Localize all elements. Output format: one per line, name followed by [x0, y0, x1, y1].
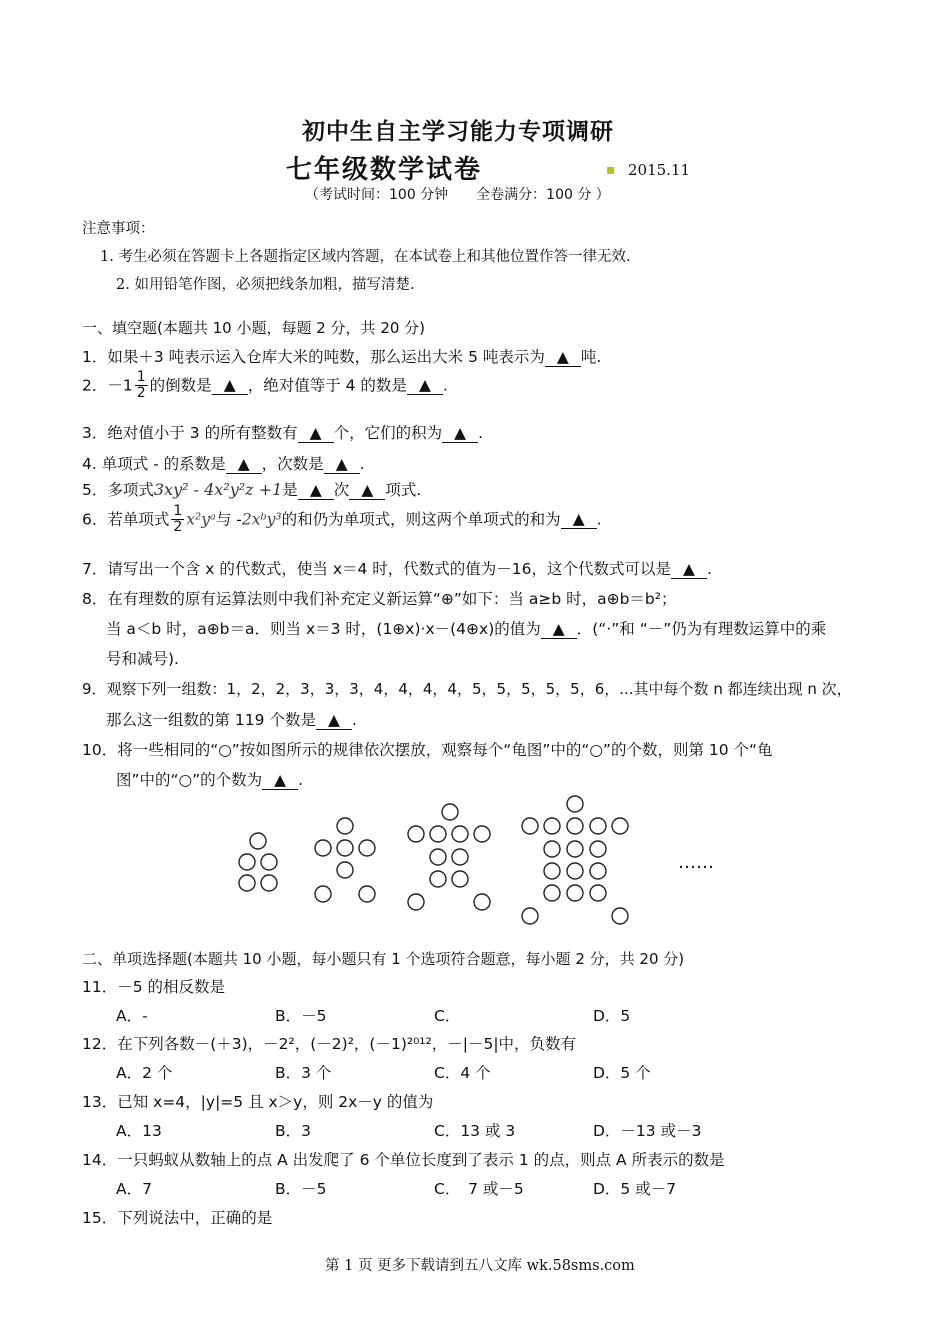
question-11-stem: 11．－5 的相反数是	[82, 978, 226, 996]
q13-option-c[interactable]: C．13 或 3	[434, 1122, 516, 1140]
q6-text-d: .	[596, 510, 602, 529]
q7-text-a: 7．请写出一个含 x 的代数式，使当 x＝4 时，代数式的值为－16，这个代数式可以是	[82, 560, 672, 578]
q6-fraction-den: 2	[173, 519, 183, 536]
turtle-circle	[442, 804, 458, 820]
q2-fraction	[135, 370, 148, 402]
q7-answer-blank[interactable]: ▲	[671, 560, 707, 579]
turtle-circle	[452, 849, 468, 865]
q14-option-a[interactable]: A．7	[116, 1180, 152, 1198]
q3-answer-blank-2[interactable]: ▲	[442, 424, 478, 443]
question-3	[82, 421, 483, 443]
note-item-1: 1. 考生必须在答题卡上各题指定区域内答题，在本试卷上和其他位置作答一律无效.	[100, 249, 631, 265]
turtle-circle	[567, 841, 583, 857]
q9-answer-blank[interactable]: ▲	[316, 711, 352, 730]
turtle-figure-3	[408, 804, 490, 910]
page-footer: 第 1 页 更多下载请到五八文库 wk.58sms.com	[325, 1258, 635, 1274]
q11-option-c[interactable]: C．	[434, 1007, 461, 1025]
q11-option-a[interactable]: A．-	[116, 1007, 148, 1025]
note-item-2: 2. 如用铅笔作图，必须把线条加粗，描写清楚.	[116, 277, 415, 293]
q5-answer-blank-2[interactable]: ▲	[349, 481, 385, 500]
turtle-circle	[544, 863, 560, 879]
q5-text-d: 项式.	[385, 481, 422, 499]
question-10-line-2	[116, 768, 303, 790]
turtle-circle	[337, 818, 353, 834]
q2-text-c: .	[442, 376, 448, 395]
turtle-circle	[408, 894, 424, 910]
turtle-circle	[544, 841, 560, 857]
q3-text-b: 个，它们的积为	[333, 424, 443, 442]
question-1	[82, 345, 601, 367]
turtle-circle	[239, 854, 255, 870]
q7-text-b: .	[707, 560, 712, 578]
turtle-circle	[567, 796, 583, 812]
q2-text-b: ，绝对值等于 4 的数是	[247, 376, 407, 395]
question-7	[82, 557, 712, 579]
q5-text-c: 次	[333, 481, 350, 499]
q6-text-a: 6．若单项式	[82, 510, 170, 529]
q11-option-b[interactable]: B．－5	[275, 1007, 327, 1025]
q2-mixed-whole: －1	[107, 376, 133, 395]
turtle-circle	[452, 826, 468, 842]
turtle-figure-2	[315, 818, 375, 902]
question-12-stem: 12．在下列各数－(＋3)，－2²，(－2)²，(－1)²⁰¹²，－|－5|中，负数有	[82, 1035, 577, 1053]
turtle-circle	[239, 875, 255, 891]
question-6	[82, 504, 602, 536]
turtle-circle	[250, 833, 266, 849]
section2-heading: 二、单项选择题(本题共 10 小题，每小题只有 1 个选项符合题意，每小题 2 分，共 20 分)	[82, 950, 685, 968]
section1-heading: 一、填空题(本题共 10 小题，每题 2 分，共 20 分)	[82, 319, 426, 337]
question-10-line-1: 10．将一些相同的“○”按如图所示的规律依次摆放，观察每个“龟图”中的“○”的个数，则第 10 个“龟	[82, 741, 773, 759]
q13-option-a[interactable]: A．13	[116, 1122, 162, 1140]
turtle-circle	[612, 908, 628, 924]
q2-fraction-num: 1	[136, 369, 146, 385]
turtle-circle	[544, 818, 560, 834]
q8-text-b: ．(“·”和 “－”仍为有理数运算中的乘	[576, 620, 827, 638]
question-13-stem: 13．已知 x=4，|y|=5 且 x＞y，则 2x－y 的值为	[82, 1093, 434, 1111]
question-15-stem: 15．下列说法中，正确的是	[82, 1209, 273, 1227]
turtle-circle	[474, 894, 490, 910]
q6-text-c: 的和仍为单项式，则这两个单项式的和为	[281, 510, 561, 529]
q6-fraction	[171, 504, 184, 536]
turtle-figure-4	[522, 796, 628, 924]
q4-answer-blank-1[interactable]: ▲	[226, 455, 262, 474]
question-2	[82, 370, 448, 402]
q10-answer-blank[interactable]: ▲	[262, 771, 298, 790]
q3-answer-blank-1[interactable]: ▲	[298, 424, 334, 443]
q4-text-a: 4. 单项式 - 的系数是	[82, 455, 226, 473]
turtle-circle	[430, 871, 446, 887]
q4-text-b: ，次数是	[261, 455, 324, 473]
q1-text-b: 吨.	[580, 348, 602, 366]
q13-option-d[interactable]: D．－13 或－3	[593, 1122, 702, 1140]
turtle-circle	[544, 885, 560, 901]
exam-title: 初中生自主学习能力专项调研	[302, 119, 614, 145]
q5-text-a: 5．多项式	[82, 481, 154, 499]
figure-ellipsis: ……	[678, 852, 714, 873]
turtle-figure-1	[239, 833, 277, 891]
q2-number: 2．	[82, 376, 108, 395]
turtle-circle	[522, 818, 538, 834]
q2-fraction-den: 2	[136, 385, 146, 402]
q11-option-d[interactable]: D．5	[593, 1007, 631, 1025]
turtle-circle	[315, 886, 331, 902]
q13-option-b[interactable]: B．3	[275, 1122, 311, 1140]
turtle-pattern-figure	[220, 790, 740, 930]
turtle-circle	[430, 849, 446, 865]
q9-text-a: 那么这一组数的第 119 个数是	[106, 711, 316, 729]
notes-heading: 注意事项：	[82, 221, 155, 237]
q6-term-2: 2xᵇy³	[241, 510, 282, 529]
question-9-line-1: 9．观察下列一组数：1，2，2，3，3，3，4，4，4，4，5，5，5，5，5，6，...其中每个数 n 都连续出现 n 次，	[82, 680, 852, 698]
q5-polynomial: 3xy² - 4x²y²z +1	[153, 480, 283, 499]
q9-text-b: .	[351, 711, 357, 729]
turtle-circle	[474, 826, 490, 842]
q2-answer-blank-2[interactable]: ▲	[407, 376, 443, 395]
exam-info: （考试时间：100 分钟 全卷满分：100 分 ）	[305, 187, 610, 203]
q14-option-d[interactable]: D．5 或－7	[593, 1180, 677, 1198]
q5-answer-blank-1[interactable]: ▲	[298, 481, 334, 500]
question-4	[82, 452, 365, 474]
turtle-circle	[590, 863, 606, 879]
turtle-circle	[522, 908, 538, 924]
turtle-circle	[567, 818, 583, 834]
q6-answer-blank[interactable]: ▲	[561, 510, 597, 529]
q2-answer-blank-1[interactable]: ▲	[212, 376, 248, 395]
exam-date: 2015.11	[628, 161, 691, 179]
turtle-circle	[452, 871, 468, 887]
decor-dot: ▪	[606, 162, 616, 178]
q6-term-1: x²yᵃ	[186, 510, 216, 529]
question-8-line-2	[106, 617, 826, 639]
q4-answer-blank-2[interactable]: ▲	[324, 455, 360, 474]
q12-option-b[interactable]: B．3 个	[275, 1064, 332, 1082]
q5-text-b: 是	[282, 481, 298, 499]
q14-option-c[interactable]: C． 7 或－5	[434, 1180, 524, 1198]
q1-text-a: 1．如果＋3 吨表示运入仓库大米的吨数，那么运出大米 5 吨表示为	[82, 348, 545, 366]
question-5	[82, 478, 421, 500]
q12-option-c[interactable]: C．4 个	[434, 1064, 491, 1082]
turtle-circle	[612, 818, 628, 834]
question-14-stem: 14．一只蚂蚁从数轴上的点 A 出发爬了 6 个单位长度到了表示 1 的点，则点 A 所表示的数是	[82, 1151, 725, 1169]
turtle-circle	[567, 885, 583, 901]
turtle-circle	[359, 840, 375, 856]
turtle-circle	[567, 863, 583, 879]
question-9-line-2	[106, 708, 357, 730]
turtle-circle	[408, 826, 424, 842]
q8-answer-blank[interactable]: ▲	[541, 620, 577, 639]
q3-text-c: .	[478, 424, 484, 442]
q4-text-c: .	[359, 455, 365, 473]
q8-text-a: 当 a＜b 时，a⊕b＝a．则当 x＝3 时，(1⊕x)·x－(4⊕x)的值为	[106, 620, 541, 638]
turtle-circle	[590, 841, 606, 857]
q3-text-a: 3．绝对值小于 3 的所有整数有	[82, 424, 298, 442]
turtle-circle	[430, 826, 446, 842]
turtle-circle	[590, 885, 606, 901]
question-8-line-3: 号和减号).	[106, 650, 179, 668]
turtle-circle	[261, 875, 277, 891]
turtle-circle	[315, 840, 331, 856]
question-8-line-1: 8．在有理数的原有运算法则中我们补充定义新运算“⊕”如下：当 a≥b 时，a⊕b＝b²；	[82, 590, 677, 608]
q12-option-d[interactable]: D．5 个	[593, 1064, 651, 1082]
q1-answer-blank[interactable]: ▲	[545, 348, 581, 367]
q6-fraction-num: 1	[173, 503, 183, 519]
turtle-circle	[337, 862, 353, 878]
q10-text-a: 图”中的“○”的个数为	[116, 771, 263, 789]
q2-text-a: 的倒数是	[149, 376, 212, 395]
turtle-circle	[359, 886, 375, 902]
turtle-circle	[337, 840, 353, 856]
exam-subtitle: 七年级数学试卷	[286, 155, 483, 185]
turtle-circle	[590, 818, 606, 834]
q14-option-b[interactable]: B．－5	[275, 1180, 327, 1198]
q6-text-b: 与 -	[215, 510, 242, 529]
turtle-circle	[261, 854, 277, 870]
q10-text-b: .	[298, 771, 304, 789]
q12-option-a[interactable]: A．2 个	[116, 1064, 173, 1082]
